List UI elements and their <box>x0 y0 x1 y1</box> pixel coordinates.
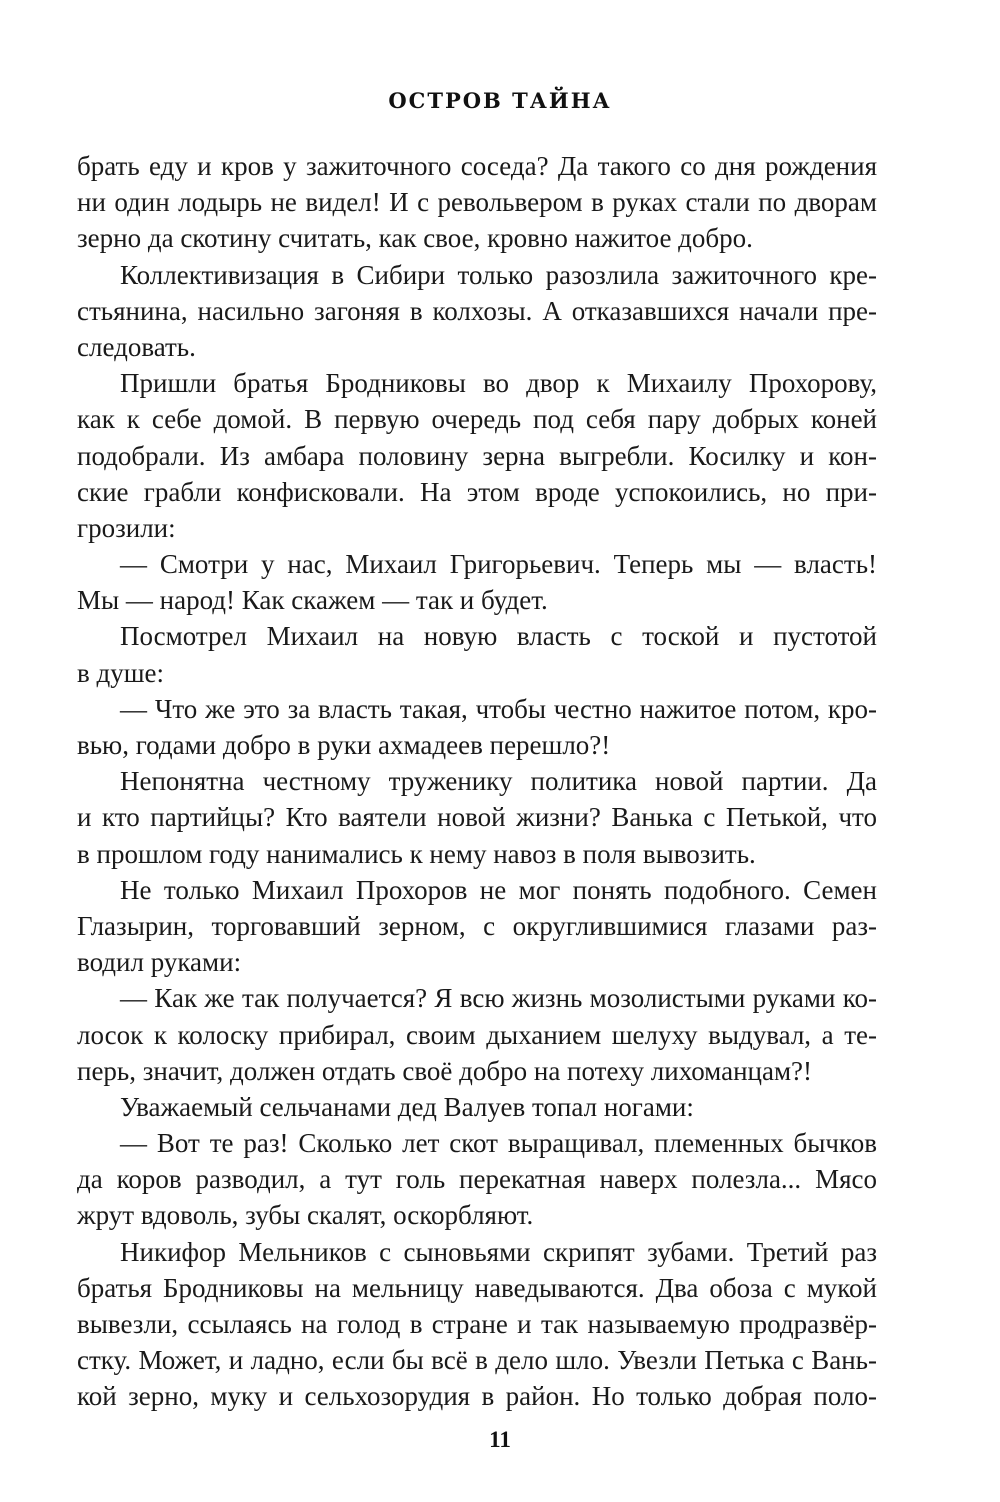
text-line: вью, годами добро в руки ахмадеев перешло?! <box>77 730 611 760</box>
text-line: да коров разводил, а тут голь перекатная наверх полезла... Мясо <box>77 1164 877 1195</box>
text-line: стьянина, насильно загоняя в колхозы. А отказавшихся начали пре- <box>77 295 877 326</box>
running-title: ОСТРОВ ТАЙНА <box>388 88 612 113</box>
text-line: перь, значит, должен отдать своё добро на потеху лихоманцам?! <box>77 1055 813 1086</box>
text-line: Глазырин, торговавший зерном, с округлившимися глазами раз- <box>77 910 877 941</box>
text-line: следовать. <box>77 331 196 362</box>
text-line: в душе: <box>77 657 165 688</box>
text-line: Посмотрел Михаил на новую власть с тоской и пустотой <box>120 621 877 652</box>
text-line: зерно да скотину считать, как свое, кровно нажитое добро. <box>77 223 753 254</box>
page-number: 11 <box>489 1427 511 1452</box>
text-line: лосок к колоску прибирал, своим дыханием шелуху выдувал, а те- <box>77 1019 877 1050</box>
text-line: Непонятна честному труженику политика новой партии. Да <box>120 766 877 797</box>
text-line: как к себе домой. В первую очередь под себя пару добрых коней <box>77 404 877 435</box>
text-line: — Что же это за власть такая, чтобы честно нажитое потом, кро- <box>120 693 877 724</box>
text-line: жрут вдоволь, зубы скалят, оскорбляют. <box>77 1200 534 1231</box>
text-line: — Как же так получается? Я всю жизнь мозолистыми руками ко- <box>120 983 877 1014</box>
text-line: ские грабли конфисковали. На этом вроде успокоились, но при- <box>77 476 877 507</box>
text-line: в прошлом году нанимались к нему навоз в поля вывозить. <box>77 838 756 869</box>
text-line: подобрали. Из амбара половину зерна выгребли. Косилку и кон- <box>77 440 877 471</box>
body-text <box>77 148 877 1415</box>
text-line: стку. Может, и ладно, если бы всё в дело шло. Увезли Петька с Вань- <box>77 1345 877 1376</box>
text-line: — Смотри у нас, Михаил Григорьевич. Теперь мы — власть! <box>120 549 877 580</box>
text-line: братья Бродниковы на мельницу наведываются. Два обоза с мукой <box>77 1272 877 1303</box>
text-line: Уважаемый сельчанами дед Валуев топал ногами: <box>120 1091 694 1122</box>
text-line: вывезли, ссылаясь на голод в стране и так называемую продразвёр- <box>77 1309 877 1339</box>
text-line: кой зерно, муку и сельхозорудия в район. Но только добрая поло- <box>77 1381 877 1412</box>
text-line: — Вот те раз! Сколько лет скот выращивал, племенных бычков <box>120 1128 877 1159</box>
text-line: Коллективизация в Сибири только разозлила зажиточного кре- <box>120 259 877 290</box>
text-line: водил руками: <box>77 947 242 978</box>
text-line: Не только Михаил Прохоров не мог понять подобного. Семен <box>120 874 877 905</box>
text-line: и кто партийцы? Кто ваятели новой жизни? Ванька с Петькой, что <box>77 802 877 833</box>
text-line: Пришли братья Бродниковы во двор к Михаилу Прохорову, <box>120 368 877 399</box>
text-line: Никифор Мельников с сыновьями скрипят зубами. Третий раз <box>120 1236 877 1267</box>
text-line: ни один лодырь не видел! И с револьвером в руках стали по дворам <box>77 187 877 218</box>
text-line: брать еду и кров у зажиточного соседа? Да такого со дня рождения <box>77 151 877 181</box>
text-line: Мы — народ! Как скажем — так и будет. <box>77 585 548 616</box>
text-line: грозили: <box>77 512 176 543</box>
